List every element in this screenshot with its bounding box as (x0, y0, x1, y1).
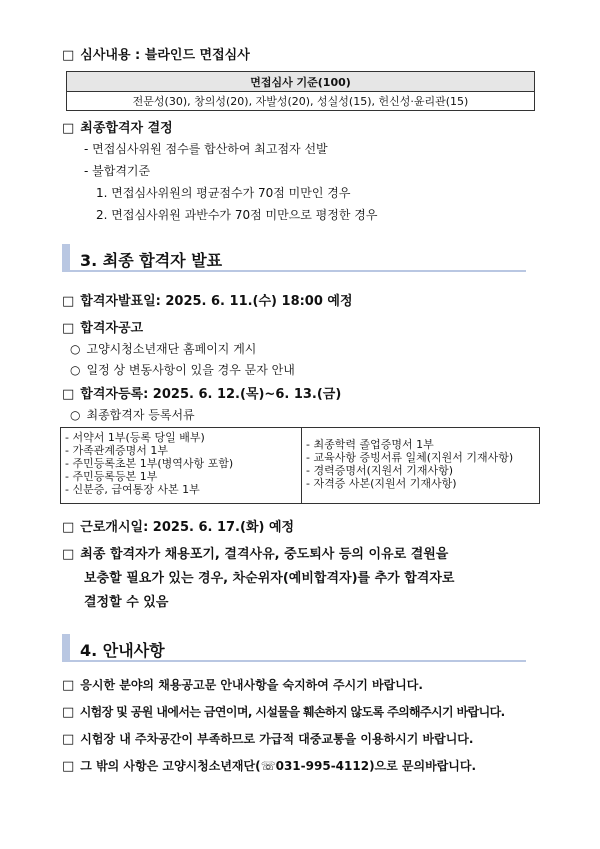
criteria-items: 전문성(30), 창의성(20), 자발성(20), 성실성(15), 헌신성·윤리관(15) (67, 92, 535, 111)
notice-item-1: ○ 고양시청소년재단 홈페이지 게시 (70, 342, 257, 356)
section-underline (70, 270, 526, 272)
section-underline (70, 660, 526, 662)
documents-left-column (61, 428, 302, 504)
notice-title: □ 합격자공고 (62, 321, 144, 336)
checkbox-square-icon: □ (62, 732, 75, 747)
criteria-table (66, 71, 535, 111)
replacement-line-2: 보충할 필요가 있는 경우, 차순위자(예비합격자)를 추가 합격자로 (84, 571, 455, 586)
replacement-line-3: 결정할 수 있음 (84, 595, 169, 610)
section-4-heading (62, 634, 526, 662)
start-date: □ 근로개시일: 2025. 6. 17.(화) 예정 (62, 520, 295, 535)
checkbox-square-icon: □ (62, 705, 74, 720)
final-decision-line2: - 불합격기준 (84, 164, 151, 178)
replacement-line-1: □ 최종 합격자가 채용포기, 결격사유, 중도퇴사 등의 이유로 결원을 (62, 547, 449, 562)
circle-bullet-icon: ○ (70, 408, 81, 422)
circle-bullet-icon: ○ (70, 363, 81, 377)
guide-item-4: □ 그 밖의 사항은 고양시청소년재단(☏031-995-4112)으로 문의바랍니다. (62, 759, 477, 774)
circle-bullet-icon: ○ (70, 342, 81, 356)
section-3-heading (62, 244, 526, 272)
criteria-header: 면접심사 기준(100) (67, 72, 535, 92)
doc-item: - 신분증, 급여통장 사본 1부 (65, 483, 200, 496)
section-bar-decoration (62, 244, 70, 272)
checkbox-square-icon: □ (62, 759, 75, 774)
documents-right-column (302, 428, 540, 504)
documents-table (60, 427, 540, 504)
section-4-title: 4. 안내사항 (80, 641, 165, 660)
register-date: □ 합격자등록: 2025. 6. 12.(목)~6. 13.(금) (62, 387, 342, 402)
doc-item: - 가족관계증명서 1부 (65, 444, 168, 457)
final-decision-title: □ 최종합격자 결정 (62, 121, 173, 136)
section-bar-decoration (62, 634, 70, 662)
notice-item-2: ○ 일정 상 변동사항이 있을 경우 문자 안내 (70, 363, 295, 377)
doc-item: - 자격증 사본(지원서 기재사항) (306, 477, 457, 490)
guide-item-2: □ 시험장 및 공원 내에서는 금연이며, 시설물을 훼손하지 않도록 주의해주시기 바랍니다. (62, 705, 505, 720)
review-content: □ 심사내용 : 블라인드 면접심사 (62, 48, 250, 63)
checkbox-square-icon: □ (62, 520, 75, 535)
checkbox-square-icon: □ (62, 48, 75, 63)
guide-item-1: □ 응시한 분야의 채용공고문 안내사항을 숙지하여 주시기 바랍니다. (62, 678, 423, 693)
doc-item: - 경력증명서(지원서 기재사항) (306, 464, 454, 477)
guide-item-3: □ 시험장 내 주차공간이 부족하므로 가급적 대중교통을 이용하시기 바랍니다. (62, 732, 474, 747)
checkbox-square-icon: □ (62, 121, 75, 136)
fail-criterion-1: 1. 면접심사위원의 평균점수가 70점 미만인 경우 (96, 186, 351, 200)
doc-item: - 주민등록등본 1부 (65, 470, 158, 483)
checkbox-square-icon: □ (62, 294, 75, 309)
checkbox-square-icon: □ (62, 547, 75, 562)
checkbox-square-icon: □ (62, 387, 75, 402)
announce-date: □ 합격자발표일: 2025. 6. 11.(수) 18:00 예정 (62, 294, 353, 309)
final-decision-line1: - 면접심사위원 점수를 합산하여 최고점자 선발 (84, 142, 328, 156)
doc-item: - 최종학력 졸업증명서 1부 (306, 438, 434, 451)
checkbox-square-icon: □ (62, 678, 75, 693)
doc-item: - 주민등록초본 1부(병역사항 포함) (65, 457, 234, 470)
docs-title: ○ 최종합격자 등록서류 (70, 408, 195, 422)
section-3-title: 3. 최종 합격자 발표 (80, 251, 223, 270)
doc-item: - 교육사항 증빙서류 일체(지원서 기재사항) (306, 451, 514, 464)
checkbox-square-icon: □ (62, 321, 75, 336)
doc-item: - 서약서 1부(등록 당일 배부) (65, 431, 205, 444)
fail-criterion-2: 2. 면접심사위원 과반수가 70점 미만으로 평정한 경우 (96, 208, 378, 222)
